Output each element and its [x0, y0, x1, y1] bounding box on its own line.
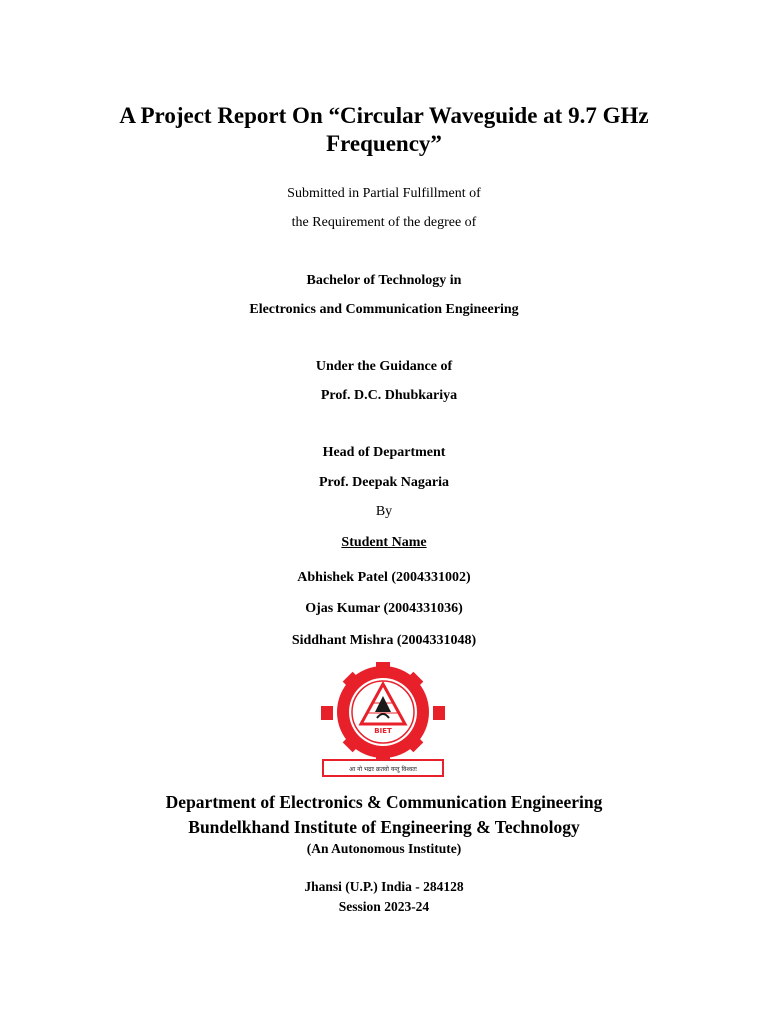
institute-status: (An Autonomous Institute) — [306, 841, 462, 856]
degree-name: Bachelor of Technology in — [306, 273, 462, 288]
logo-abbrev: BIET — [374, 727, 392, 735]
student-1: Abhishek Patel (2004331002) — [297, 570, 471, 585]
by-label: By — [375, 504, 393, 519]
hod-name: Prof. Deepak Nagaria — [319, 475, 449, 490]
report-title-line-1: A Project Report On “Circular Waveguide at 9.7 GHz — [119, 103, 649, 128]
guide-name: Prof. D.C. Dhubkariya — [320, 388, 458, 403]
guidance-heading: Under the Guidance of — [315, 359, 453, 374]
institute-location: Jhansi (U.P.) India - 284128 — [304, 879, 464, 894]
submission-line-2: the Requirement of the degree of — [291, 215, 477, 230]
student-heading: Student Name — [341, 535, 427, 550]
logo-motto: आ नो भद्राः क्रतवो यन्तु विश्वतः — [349, 766, 417, 773]
degree-branch: Electronics and Communication Engineering — [249, 302, 519, 317]
department-name: Department of Electronics & Communication Engineering — [165, 792, 603, 812]
hod-heading: Head of Department — [322, 445, 446, 460]
institute-logo — [317, 662, 449, 780]
report-title — [0, 102, 768, 158]
institute-name: Bundelkhand Institute of Engineering & Technology — [188, 817, 580, 837]
report-title-line-2: Frequency” — [326, 131, 442, 156]
submission-line-1: Submitted in Partial Fulfillment of — [287, 186, 481, 201]
student-3: Siddhant Mishra (2004331048) — [291, 633, 477, 648]
student-2: Ojas Kumar (2004331036) — [305, 601, 463, 616]
session: Session 2023-24 — [338, 899, 430, 914]
